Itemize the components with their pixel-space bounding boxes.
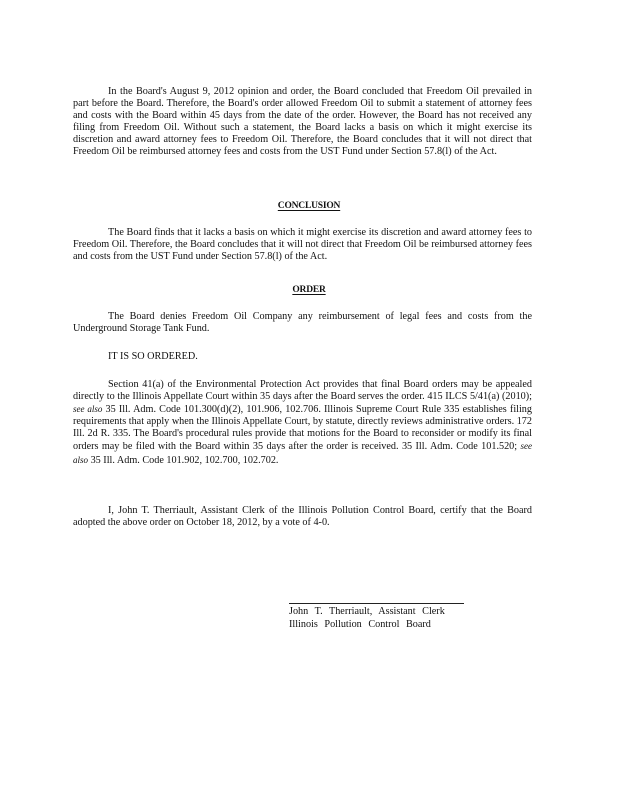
so-ordered-line: IT IS SO ORDERED. (108, 351, 198, 362)
signature-line (289, 603, 464, 604)
appeal-text-3: 35 Ill. Adm. Code 101.902, 102.700, 102.702. (90, 454, 279, 466)
signature-organization: Illinois Pollution Control Board (289, 619, 431, 630)
appeal-text-1: Section 41(a) of the Environmental Protection Act provides that final Board orders may be appealed directly to the Illinois Appellate Court within 35 days after the Board serves the order. 415 ILCS 5/41(a) (2010); (73, 379, 532, 403)
heading-order (0, 284, 618, 296)
see-also-1: see also (73, 404, 103, 415)
paragraph-appeal (73, 379, 532, 467)
appeal-text-2: 35 Ill. Adm. Code 101.300(d)(2), 101.906, 102.706. Illinois Supreme Court Rule 335 establishes filing requirements that apply when the Illinois Appellate Court, by statute, directly reviews administrative orders. 172 Ill. 2d R. 335. The Board's procedural rules provide that motions for the Board to reconsider or modify its final orders may be filed with the Board within 35 days after the order is received. 35 Ill. Adm. Code 101.520; (73, 404, 532, 453)
paragraph-background (73, 86, 532, 159)
paragraph-order (73, 311, 532, 335)
paragraph-conclusion-text: The Board finds that it lacks a basis on which it might exercise its discretion and award attorney fees to Freedom Oil. Therefore, the Board concludes that it will not direct that Freedom Oil be reimbursed attorney fees and costs from the UST Fund under Section 57.8(l) of the Act. (73, 227, 532, 263)
heading-conclusion-text: CONCLUSION (277, 201, 341, 211)
heading-order-text: ORDER (292, 285, 326, 295)
see-also-2: see also (73, 441, 533, 465)
paragraph-background-text: In the Board's August 9, 2012 opinion and order, the Board concluded that Freedom Oil prevailed in part before the Board. Therefore, the Board's order allowed Freedom Oil to submit a statement of attorney fees and costs with the Board within 45 days from the date of the order. However, the Board has not received any filing from Freedom Oil. Without such a statement, the Board lacks a basis on which it might exercise its discretion and award attorney fees to Freedom Oil. Therefore, the Board concludes that it will not direct that Freedom Oil be reimbursed attorney fees and costs from the UST Fund under Section 57.8(l) of the Act. (73, 86, 532, 158)
paragraph-conclusion (73, 227, 532, 263)
paragraph-certification-text: I, John T. Therriault, Assistant Clerk of the Illinois Pollution Control Board, certify that the Board adopted the above order on October 18, 2012, by a vote of 4-0. (73, 505, 532, 529)
paragraph-certification (73, 505, 532, 529)
heading-conclusion (0, 200, 618, 212)
paragraph-order-text: The Board denies Freedom Oil Company any reimbursement of legal fees and costs from the Underground Storage Tank Fund. (73, 311, 532, 335)
signature-name: John T. Therriault, Assistant Clerk (289, 606, 445, 617)
